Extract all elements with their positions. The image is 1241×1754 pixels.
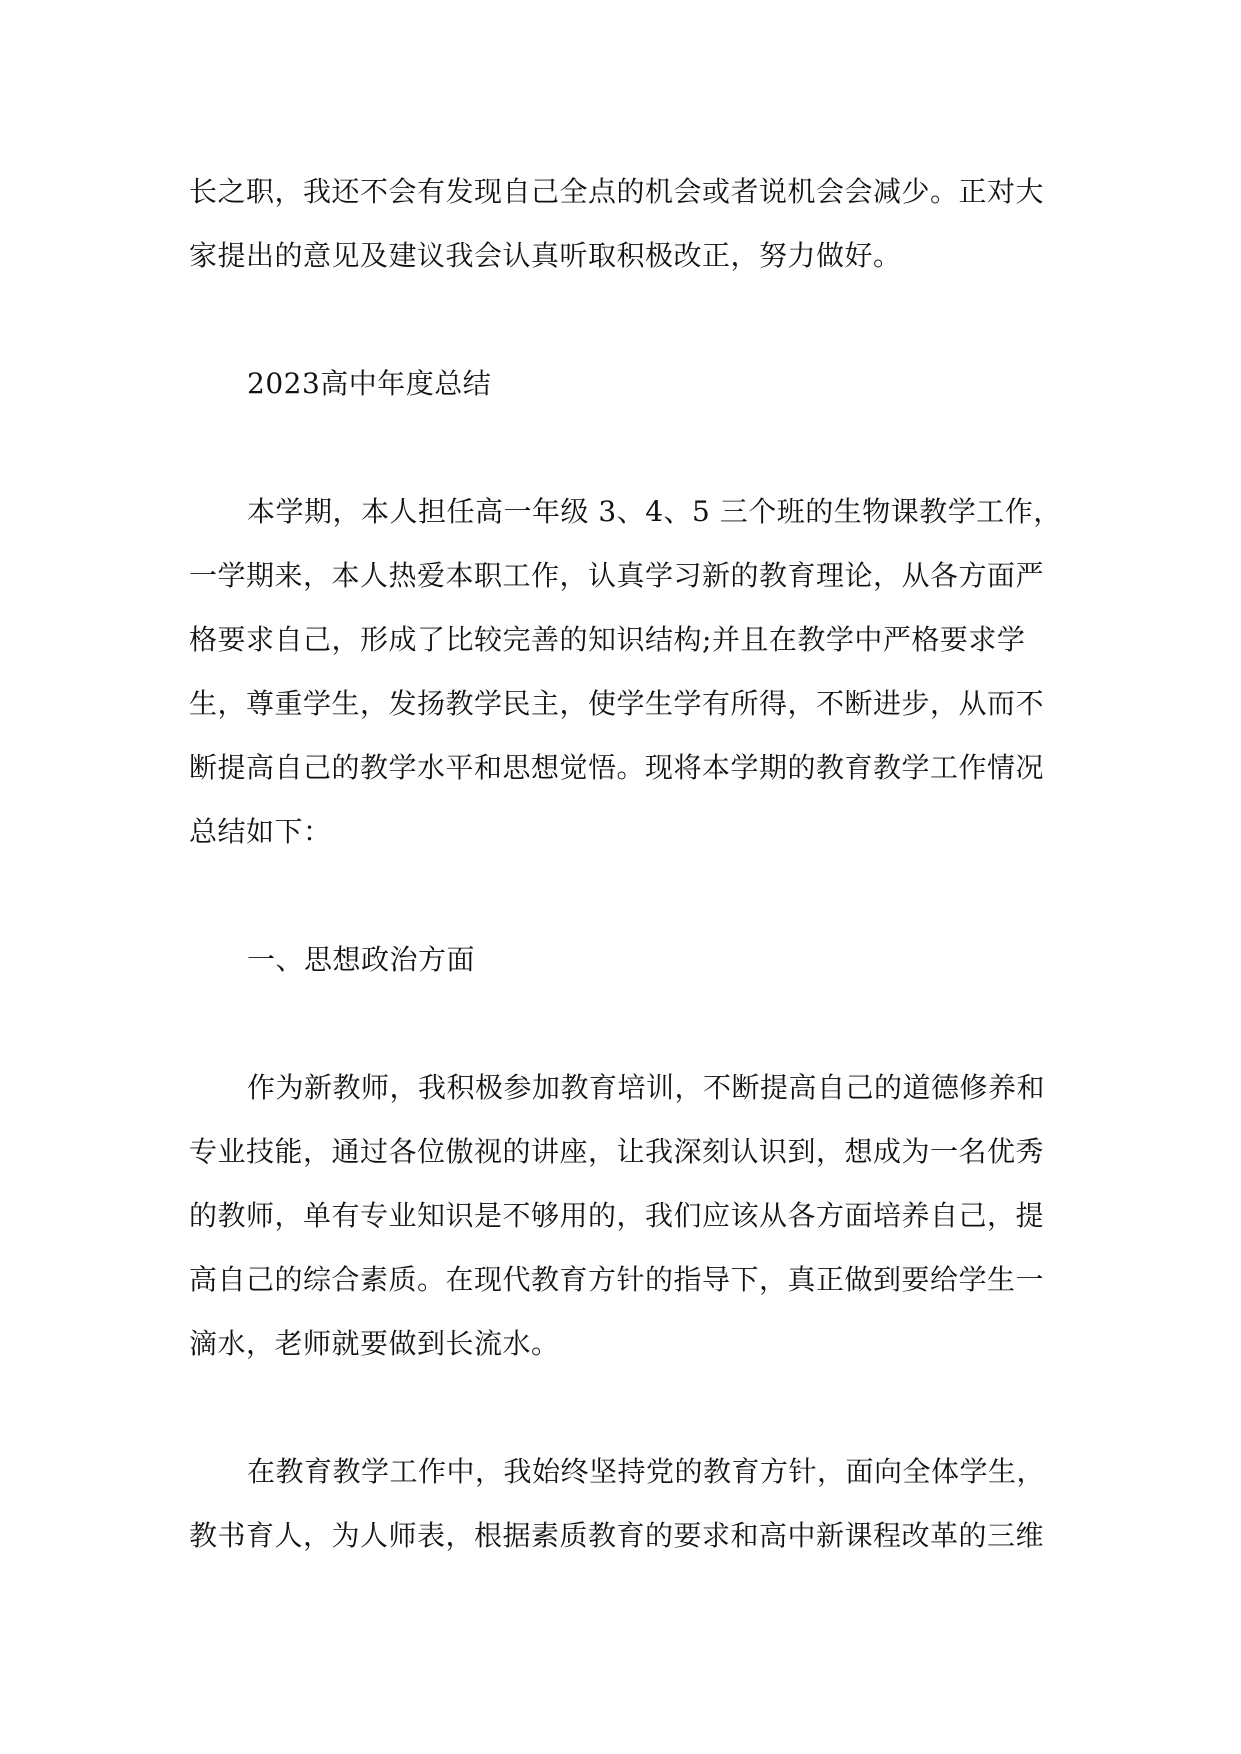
- paragraph-spacer: [189, 1376, 1055, 1440]
- text-line: 家提出的意见及建议我会认真听取积极改正，努力做好。: [189, 239, 902, 272]
- text-line: 教书育人，为人师表，根据素质教育的要求和高中新课程改革的三维: [189, 1519, 1045, 1552]
- text-line: 滴水，老师就要做到长流水。: [189, 1327, 560, 1360]
- paragraph-spacer: [189, 864, 1055, 928]
- paragraph-section-1: [189, 1056, 1055, 1376]
- text-line: 高自己的综合素质。在现代教育方针的指导下，真正做到要给学生一: [189, 1263, 1045, 1296]
- text-line: 本学期，本人担任高一年级 3、4、5 三个班的生物课教学工作，: [247, 495, 1062, 528]
- text-line: 作为新教师，我积极参加教育培训，不断提高自己的道德修养和: [247, 1071, 1046, 1104]
- text-line: 一学期来，本人热爱本职工作，认真学习新的教育理论，从各方面严: [189, 559, 1045, 592]
- text-line: 断提高自己的教学水平和思想觉悟。现将本学期的教育教学工作情况: [189, 751, 1045, 784]
- paragraph-intro: [189, 480, 1062, 864]
- text-line: 在教育教学工作中，我始终坚持党的教育方针，面向全体学生，: [247, 1455, 1046, 1488]
- document-body: [189, 160, 1062, 1568]
- paragraph-continued: [189, 160, 1055, 288]
- document-title: 2023高中年度总结: [247, 367, 492, 400]
- text-line: 格要求自己，形成了比较完善的知识结构;并且在教学中严格要求学: [189, 623, 1026, 656]
- paragraph-spacer: [189, 288, 1055, 352]
- text-line: 的教师，单有专业知识是不够用的，我们应该从各方面培养自己，提: [189, 1199, 1045, 1232]
- text-line: 生，尊重学生，发扬教学民主，使学生学有所得，不断进步，从而不: [189, 687, 1045, 720]
- text-line: 专业技能，通过各位傲视的讲座，让我深刻认识到，想成为一名优秀: [189, 1135, 1045, 1168]
- section-heading: 一、思想政治方面: [247, 943, 476, 976]
- paragraph-spacer: [189, 992, 1055, 1056]
- text-line: 长之职，我还不会有发现自己全点的机会或者说机会会减少。正对大: [189, 175, 1045, 208]
- paragraph-spacer: [189, 416, 1055, 480]
- paragraph-section-2: [189, 1440, 1055, 1568]
- text-line: 总结如下：: [189, 815, 332, 848]
